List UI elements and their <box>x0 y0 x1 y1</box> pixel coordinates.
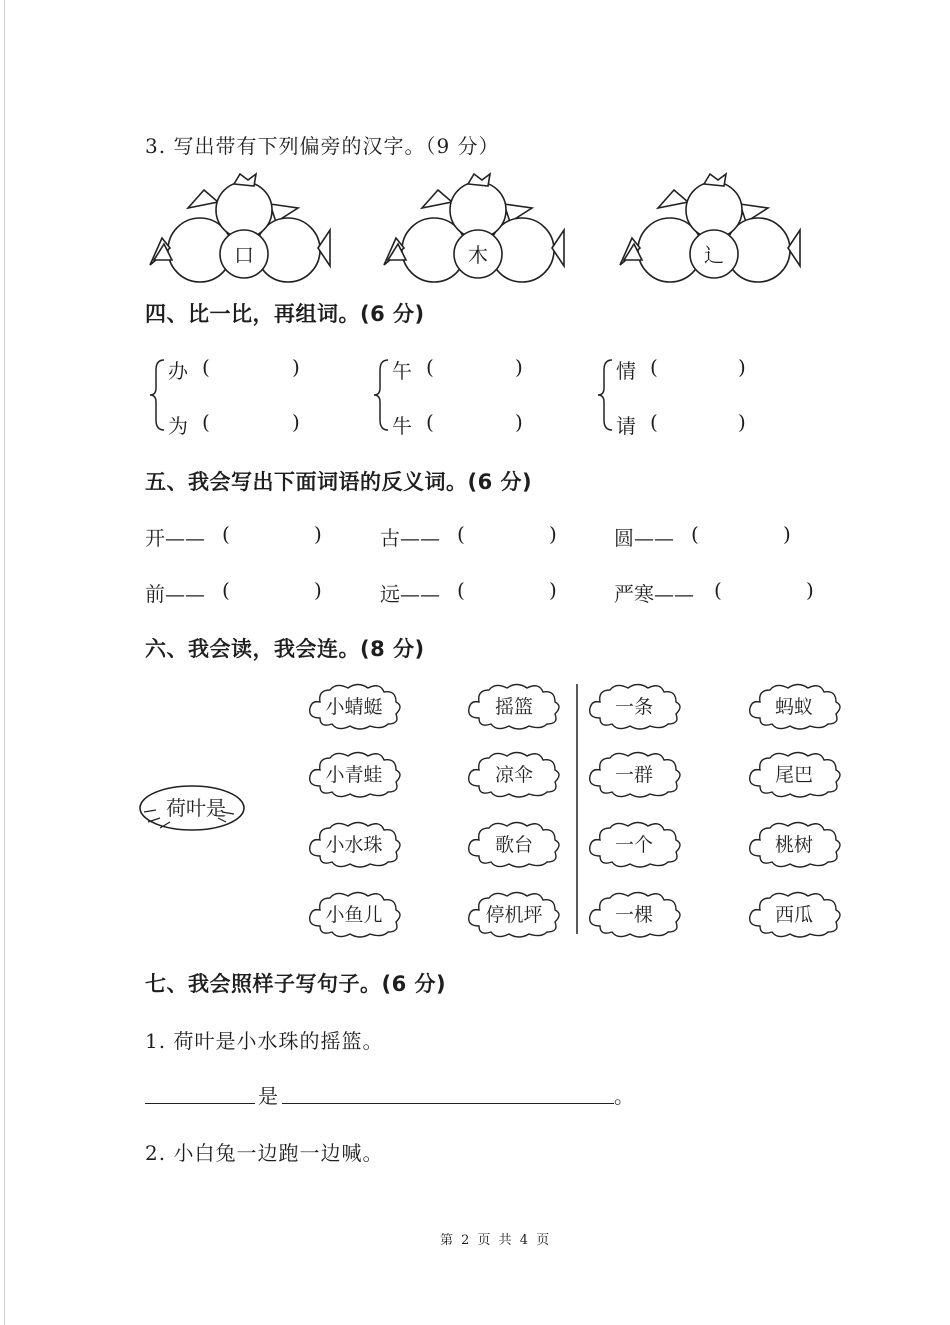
paren-open: ( <box>457 522 465 546</box>
matching-diagram <box>130 672 850 947</box>
paren-open: ( <box>714 578 722 602</box>
brace-icon <box>148 358 166 432</box>
paren-close: ) <box>738 355 746 379</box>
section5-heading: 五、我会写出下面词语的反义词。(6 分) <box>145 470 533 494</box>
q3-title: 3. 写出带有下列偏旁的汉字。（9 分） <box>145 134 500 158</box>
paren-open: ( <box>457 578 465 602</box>
compare-char-top: 情 <box>616 359 636 383</box>
col3-word: 一条 <box>614 696 654 718</box>
paren-close: ) <box>738 410 746 434</box>
page-edge-line <box>4 0 5 1325</box>
paren-close: ) <box>314 522 322 546</box>
paren-open: ( <box>202 355 210 379</box>
paren-open: ( <box>691 522 699 546</box>
compare-char-bottom: 为 <box>168 414 188 438</box>
col2-word: 停机坪 <box>485 904 543 926</box>
paren-open: ( <box>650 355 658 379</box>
col3-word: 一群 <box>614 764 654 786</box>
col1-word: 小水珠 <box>325 834 383 856</box>
paren-close: ) <box>806 578 814 602</box>
col4-word: 蚂蚁 <box>774 696 814 718</box>
radical-1: 口 <box>234 243 254 267</box>
col1-word: 小青蛙 <box>325 764 383 786</box>
paren-close: ) <box>292 410 300 434</box>
leaf-left <box>188 190 218 208</box>
section4-heading: 四、比一比，再组词。(6 分) <box>145 302 425 326</box>
section6-heading: 六、我会读，我会连。(8 分) <box>145 637 425 661</box>
compare-char-bottom: 请 <box>616 414 636 438</box>
shi-char: 是 <box>258 1084 279 1108</box>
col1-word: 小鱼儿 <box>325 904 383 926</box>
radical-flowers <box>140 170 840 295</box>
antonym-word: 圆—— <box>614 526 674 550</box>
col4-word: 尾巴 <box>774 764 814 786</box>
paren-open: ( <box>222 522 230 546</box>
radical-2: 木 <box>468 243 488 267</box>
paren-close: ) <box>292 355 300 379</box>
sentence-period: 。 <box>614 1084 635 1108</box>
paren-open: ( <box>222 578 230 602</box>
answer-blank[interactable] <box>282 1103 614 1104</box>
paren-close: ) <box>314 578 322 602</box>
paren-close: ) <box>515 410 523 434</box>
paren-open: ( <box>202 410 210 434</box>
col2-word: 摇篮 <box>494 696 534 718</box>
col3-word: 一棵 <box>614 904 654 926</box>
brace-icon <box>596 358 614 432</box>
col3-word: 一个 <box>614 834 654 856</box>
col4-word: 西瓜 <box>774 904 814 926</box>
section7-heading: 七、我会照样子写句子。(6 分) <box>145 972 447 996</box>
antonym-word: 开—— <box>145 526 205 550</box>
paren-open: ( <box>426 355 434 379</box>
col4-word: 桃树 <box>774 834 814 856</box>
leaf-label: 荷叶是 <box>166 796 226 820</box>
compare-char-top: 午 <box>392 359 412 383</box>
answer-blank[interactable] <box>145 1103 255 1104</box>
antonym-word: 前—— <box>145 582 205 606</box>
paren-open: ( <box>650 410 658 434</box>
paren-close: ) <box>783 522 791 546</box>
paren-open: ( <box>426 410 434 434</box>
example-sentence: 1. 荷叶是小水珠的摇篮。 <box>145 1029 384 1053</box>
brace-icon <box>372 358 390 432</box>
compare-char-top: 办 <box>168 359 188 383</box>
sentence-prompt-2: 2. 小白兔一边跑一边喊。 <box>145 1141 384 1165</box>
compare-char-bottom: 牛 <box>392 414 412 438</box>
col2-word: 凉伞 <box>494 764 534 786</box>
radical-3: 辶 <box>704 243 724 267</box>
antonym-word: 严寒—— <box>614 582 694 606</box>
antonym-word: 古—— <box>380 526 440 550</box>
col1-word: 小蜻蜓 <box>325 696 383 718</box>
paren-close: ) <box>549 578 557 602</box>
paren-close: ) <box>549 522 557 546</box>
antonym-word: 远—— <box>380 582 440 606</box>
page-number: 第 2 页 共 4 页 <box>440 1233 552 1248</box>
col2-word: 歌台 <box>494 834 534 856</box>
paren-close: ) <box>515 355 523 379</box>
